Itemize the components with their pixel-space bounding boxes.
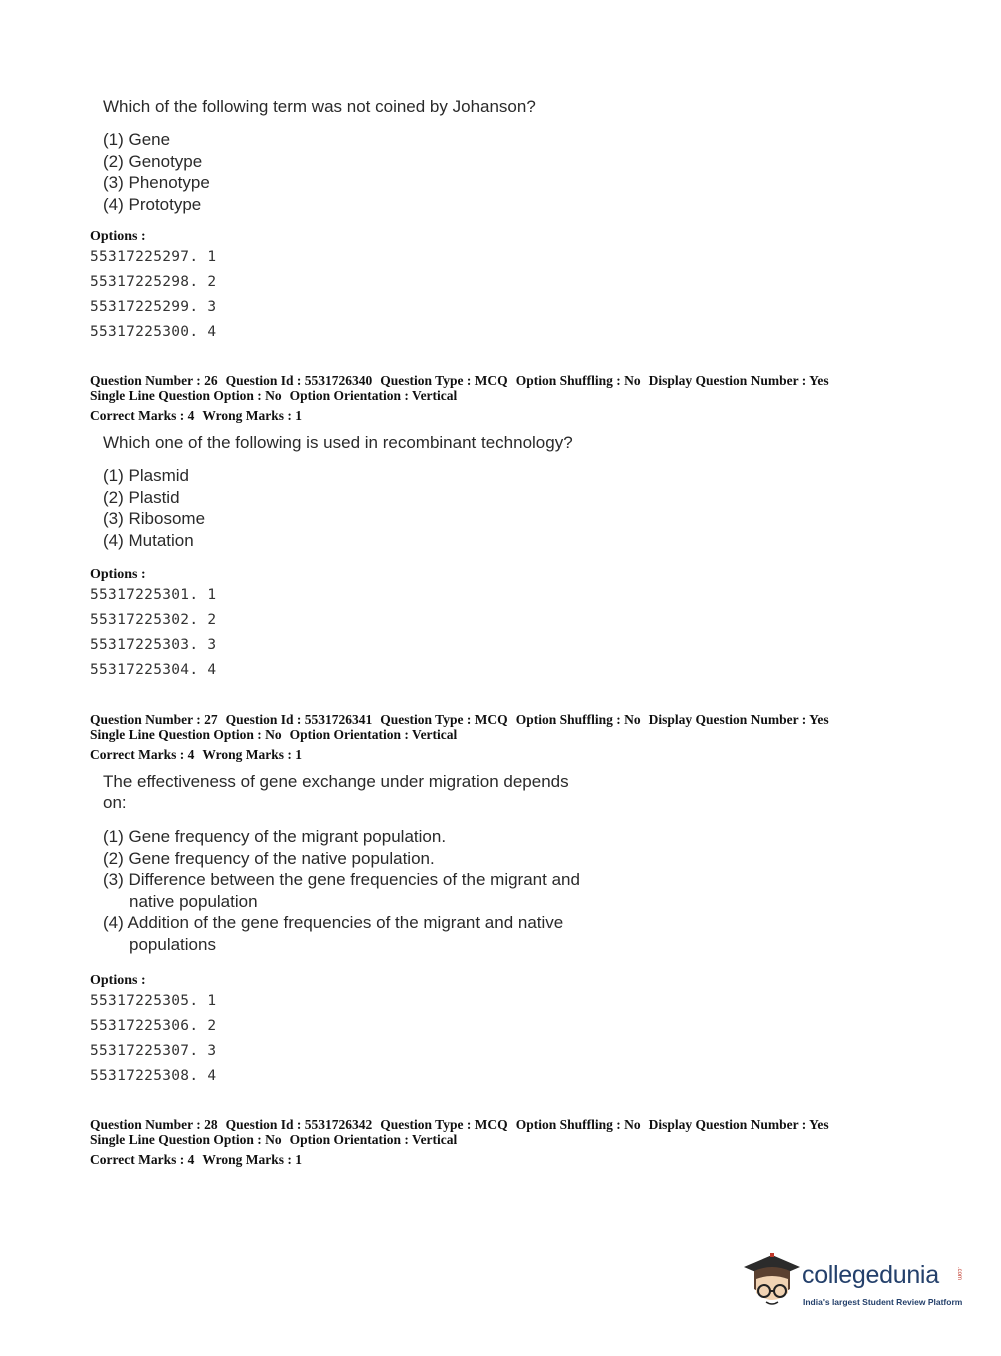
- choice-item: (1) Gene: [103, 130, 171, 149]
- question-number: Question Number : 27: [90, 712, 218, 727]
- question-type: Question Type : MCQ: [380, 373, 508, 388]
- meta-line: [90, 727, 829, 742]
- choice-item: (3) Phenotype: [103, 173, 210, 192]
- wrong-marks: Wrong Marks : 1: [202, 1152, 302, 1167]
- option-id: 55317225306. 2: [90, 1018, 217, 1034]
- option-id: 55317225298. 2: [90, 274, 217, 290]
- question-25-text: Which of the following term was not coined by Johanson?: [103, 97, 536, 116]
- choice-item: (3) Difference between the gene frequencies of the migrant and native population: [103, 870, 580, 911]
- correct-marks: Correct Marks : 4: [90, 747, 195, 762]
- display-question-number: Display Question Number : Yes: [648, 1117, 829, 1132]
- option-id: 55317225307. 3: [90, 1043, 217, 1059]
- option-orientation: Option Orientation : Vertical: [289, 727, 458, 742]
- display-question-number: Display Question Number : Yes: [648, 373, 829, 388]
- question-27-option-ids: [90, 989, 216, 1089]
- option-id: 55317225300. 4: [90, 324, 217, 340]
- meta-line: [90, 388, 829, 403]
- correct-marks: Correct Marks : 4: [90, 1152, 195, 1167]
- choice-item: (1) Gene frequency of the migrant population.: [103, 827, 447, 846]
- display-question-number: Display Question Number : Yes: [648, 712, 829, 727]
- question-27-text: [103, 771, 569, 813]
- meta-line: [90, 712, 829, 727]
- question-type: Question Type : MCQ: [380, 712, 508, 727]
- option-orientation: Option Orientation : Vertical: [289, 388, 458, 403]
- option-shuffling: Option Shuffling : No: [515, 373, 641, 388]
- option-id: 55317225301. 1: [90, 587, 217, 603]
- question-27-choices: [103, 826, 603, 955]
- logo-wordmark: collegedunia: [802, 1261, 939, 1289]
- options-heading: Options :: [90, 973, 146, 988]
- choice-item: (4) Addition of the gene frequencies of the migrant and native populations: [103, 913, 564, 954]
- choice-item: (4) Prototype: [103, 194, 202, 214]
- question-26-option-ids: [90, 583, 216, 683]
- meta-line: [90, 1152, 829, 1167]
- choice-item: (2) Genotype: [103, 151, 203, 171]
- meta-line: [90, 1117, 829, 1132]
- question-26-choices: [103, 465, 205, 551]
- single-line-option: Single Line Question Option : No: [90, 1132, 282, 1147]
- option-shuffling: Option Shuffling : No: [515, 712, 641, 727]
- collegedunia-logo: [742, 1247, 972, 1317]
- option-shuffling: Option Shuffling : No: [515, 1117, 641, 1132]
- choice-item: (2) Gene frequency of the native population.: [103, 848, 435, 868]
- question-type: Question Type : MCQ: [380, 1117, 508, 1132]
- option-id: 55317225303. 3: [90, 637, 217, 653]
- graduate-mascot-icon: [742, 1249, 802, 1313]
- meta-line: [90, 373, 829, 388]
- question-number: Question Number : 26: [90, 373, 218, 388]
- single-line-option: Single Line Question Option : No: [90, 727, 282, 742]
- option-orientation: Option Orientation : Vertical: [289, 1132, 458, 1147]
- question-id: Question Id : 5531726341: [225, 712, 373, 727]
- wrong-marks: Wrong Marks : 1: [202, 408, 302, 423]
- wrong-marks: Wrong Marks : 1: [202, 747, 302, 762]
- options-heading: Options :: [90, 567, 146, 582]
- question-number: Question Number : 28: [90, 1117, 218, 1132]
- question-26-meta: [90, 373, 829, 423]
- option-id: 55317225308. 4: [90, 1068, 217, 1084]
- option-id: 55317225305. 1: [90, 993, 217, 1009]
- meta-line: [90, 408, 829, 423]
- option-id: 55317225299. 3: [90, 299, 217, 315]
- choice-item: (1) Plasmid: [103, 466, 189, 485]
- question-text-line: on:: [103, 793, 127, 812]
- correct-marks: Correct Marks : 4: [90, 408, 195, 423]
- option-id: 55317225302. 2: [90, 612, 217, 628]
- question-28-meta: [90, 1117, 829, 1167]
- choice-item: (4) Mutation: [103, 530, 194, 550]
- logo-suffix: .com: [956, 1267, 962, 1281]
- logo-tagline: India's largest Student Review Platform: [803, 1297, 963, 1307]
- question-25-option-ids: [90, 245, 216, 345]
- meta-line: [90, 747, 829, 762]
- single-line-option: Single Line Question Option : No: [90, 388, 282, 403]
- option-id: 55317225304. 4: [90, 662, 217, 678]
- choice-item: (2) Plastid: [103, 487, 180, 507]
- option-id: 55317225297. 1: [90, 249, 217, 265]
- question-id: Question Id : 5531726340: [225, 373, 373, 388]
- question-25-choices: [103, 129, 210, 215]
- meta-line: [90, 1132, 829, 1147]
- choice-item: (3) Ribosome: [103, 509, 206, 528]
- question-26-text: Which one of the following is used in recombinant technology?: [103, 433, 573, 452]
- question-text-line: The effectiveness of gene exchange under migration depends: [103, 772, 569, 791]
- question-id: Question Id : 5531726342: [225, 1117, 373, 1132]
- question-27-meta: [90, 712, 829, 762]
- options-heading: Options :: [90, 229, 146, 244]
